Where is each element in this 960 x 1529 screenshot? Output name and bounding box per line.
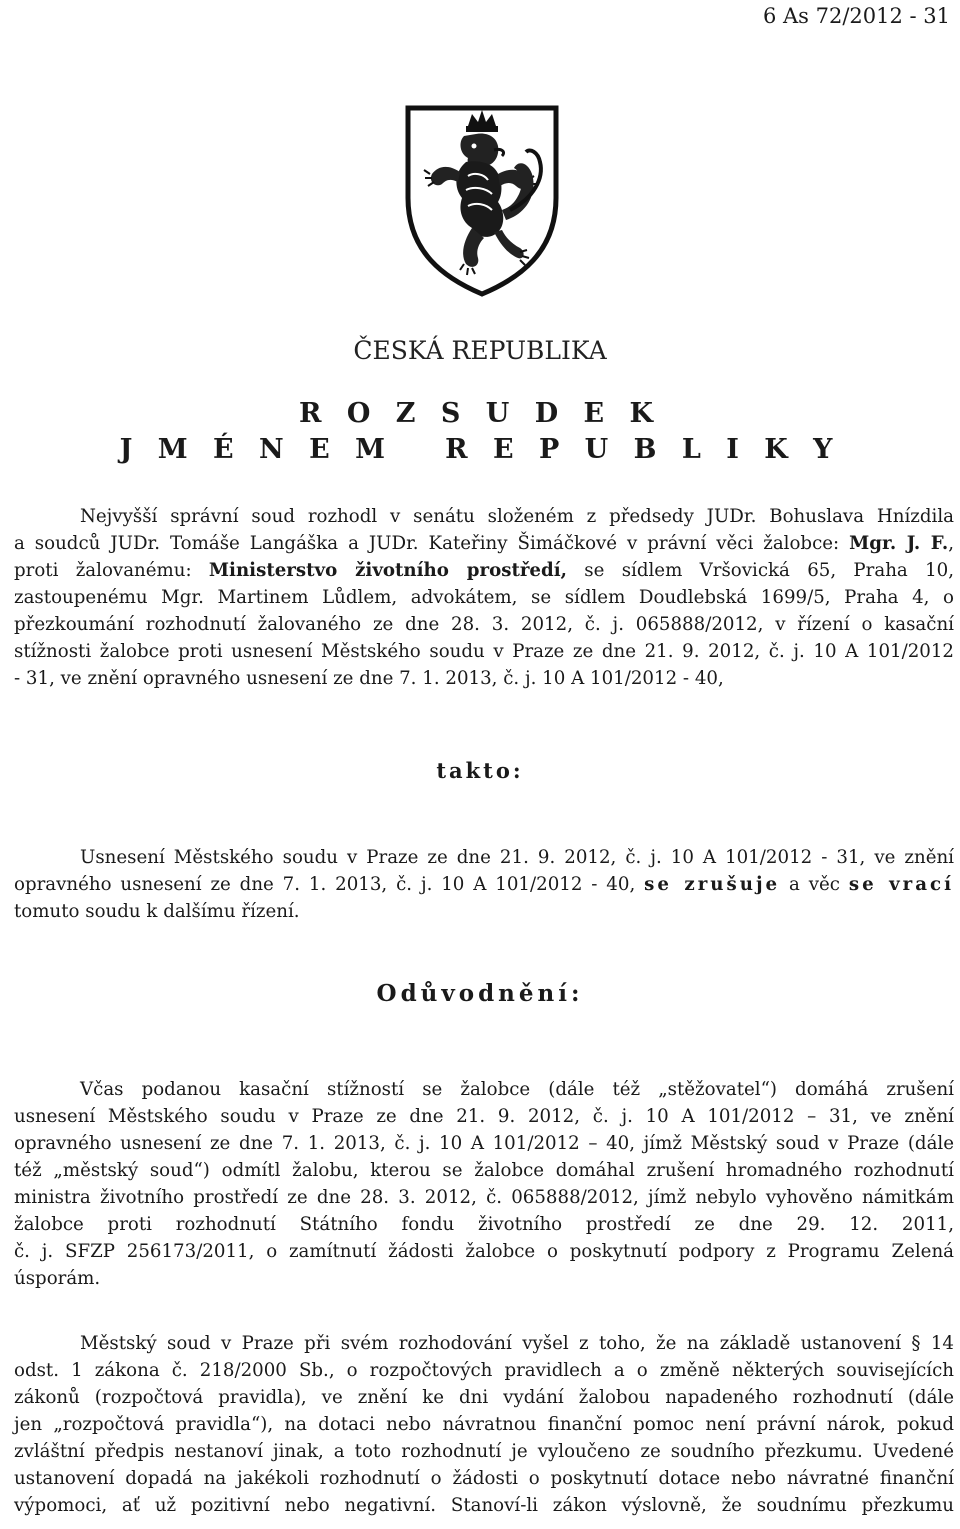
reasoning2-line-4: jen „rozpočtová pravidla“), na dotaci nebo návratnou finanční pomoc není právní nárok, pokud <box>14 1414 954 1435</box>
reasoning1-line-6: žalobce proti rozhodnutí Státního fondu životního prostředí ze dne 29. 12. 2011, <box>14 1214 954 1235</box>
decision-line-2: opravného usnesení ze dne 7. 1. 2013, č. j. 10 A 101/2012 - 40, se zrušuje a věc se vrací <box>14 874 955 895</box>
intro-line-7: - 31, ve znění opravného usnesení ze dne 7. 1. 2013, č. j. 10 A 101/2012 - 40, <box>14 668 724 689</box>
case-reference: 6 As 72/2012 - 31 <box>762 4 950 28</box>
reasoning1-line-7: č. j. SFZP 256173/2011, o zamítnutí žádosti žalobce o poskytnutí podpory z Programu Zelená <box>14 1241 954 1262</box>
reasoning2-line-7: výpomoci, ať už pozitivní nebo negativní. Stanoví-li zákon výslovně, že soudnímu přezkumu <box>14 1495 954 1516</box>
czech-lion-emblem-icon <box>402 102 562 298</box>
intro-line-2: a soudců JUDr. Tomáše Langáška a JUDr. Kateřiny Šimáčkové v právní věci žalobce: Mgr. J. F., <box>14 533 954 554</box>
reasoning1-line-5: ministra životního prostředí ze dne 28. 3. 2012, č. 065888/2012, jímž nebylo vyhověno námitkám <box>14 1187 954 1208</box>
reasoning-paragraph-2 <box>14 1330 954 1519</box>
intro-line-1: Nejvyšší správní soud rozhodl v senátu složeném z předsedy JUDr. Bohuslava Hnízdila <box>80 506 954 527</box>
reasoning2-line-3: zákonů (rozpočtová pravidla), ve znění ke dni vydání žalobou napadeného rozhodnutí (dále <box>14 1387 954 1408</box>
reasoning-heading: Odůvodnění: <box>376 980 584 1007</box>
reasoning2-line-6: ustanovení dopadá na jakékoli rozhodnutí o žádosti o poskytnutí dotace nebo návratné finanční <box>14 1468 954 1489</box>
reasoning1-line-2: usnesení Městského soudu v Praze ze dne 21. 9. 2012, č. j. 10 A 101/2012 – 31, ve znění <box>14 1106 954 1127</box>
reasoning1-line-4: též „městský soud“) odmítl žalobu, kterou se žalobce domáhal zrušení hromadného rozhodnutí <box>14 1160 954 1181</box>
reasoning2-line-1: Městský soud v Praze při svém rozhodování vyšel z toho, že na základě ustanovení § 14 <box>80 1333 954 1354</box>
annulment-phrase: se zrušuje <box>644 874 781 895</box>
reasoning-paragraph-1 <box>14 1076 954 1292</box>
return-phrase: se vrací <box>848 874 955 895</box>
plaintiff-name: Mgr. J. F. <box>849 533 949 554</box>
in-name-title: J M É N E M R E P U B L I K Y <box>119 434 841 465</box>
verdict-title: R O Z S U D E K <box>299 398 661 429</box>
intro-line-4: zastoupenému Mgr. Martinem Lůdlem, advokátem, se sídlem Doudlebská 1699/5, Praha 4, o <box>14 587 954 608</box>
intro-line-5: přezkoumání rozhodnutí žalovaného ze dne 28. 3. 2012, č. j. 065888/2012, v řízení o kasační <box>14 614 954 635</box>
decision-line-1: Usnesení Městského soudu v Praze ze dne 21. 9. 2012, č. j. 10 A 101/2012 - 31, ve znění <box>80 847 954 868</box>
reasoning2-line-2: odst. 1 zákona č. 218/2000 Sb., o rozpočtových pravidlech a o změně některých souvisejících <box>14 1360 954 1381</box>
intro-line-6: stížnosti žalobce proti usnesení Městského soudu v Praze ze dne 21. 9. 2012, č. j. 10 A 101/2012 <box>14 641 954 662</box>
country-title: ČESKÁ REPUBLIKA <box>353 336 607 365</box>
intro-line-3: proti žalovanému: Ministerstvo životního prostředí, se sídlem Vršovická 65, Praha 10, <box>14 560 954 581</box>
decision-line-3: tomuto soudu k dalšímu řízení. <box>14 901 300 922</box>
reasoning2-line-5: zvláštní předpis nestanoví jinak, a toto rozhodnutí je vyloučeno ze soudního přezkumu. Uvedené <box>14 1441 954 1462</box>
reasoning1-line-3: opravného usnesení ze dne 7. 1. 2013, č. j. 10 A 101/2012 – 40, jímž Městský soud v Praze (dále <box>14 1133 954 1154</box>
reasoning1-line-1: Včas podanou kasační stížností se žalobce (dále též „stěžovatel“) domáhá zrušení <box>80 1079 954 1100</box>
defendant-name: Ministerstvo životního prostředí, <box>208 560 567 581</box>
decision-paragraph <box>14 844 954 925</box>
takto-heading: takto: <box>436 758 524 783</box>
intro-paragraph <box>14 503 954 692</box>
reasoning1-line-8: úsporám. <box>14 1268 101 1289</box>
